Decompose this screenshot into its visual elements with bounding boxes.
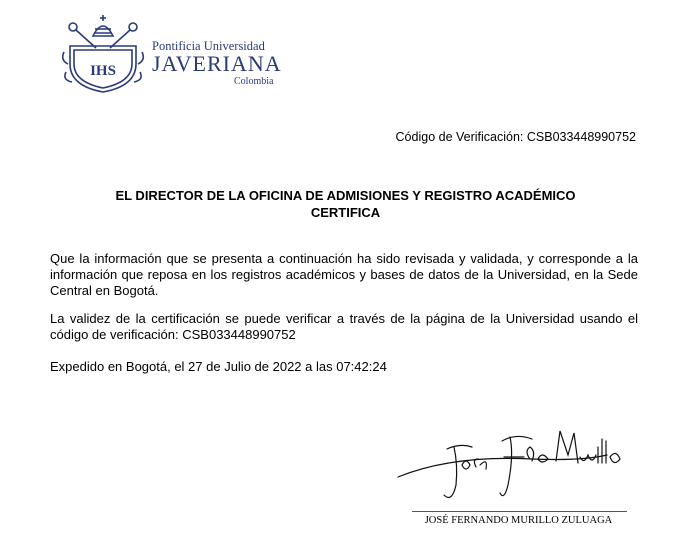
paragraph-issued: Expedido en Bogotá, el 27 de Julio de 2022 a las 07:42:24 bbox=[50, 359, 387, 374]
logo-line-javeriana: JAVERIANA bbox=[152, 51, 282, 76]
signature-block bbox=[392, 425, 637, 537]
crest-monogram: IHS bbox=[90, 63, 116, 79]
verification-code: Código de Verificación: CSB033448990752 bbox=[395, 130, 636, 144]
heading-certifica: CERTIFICA bbox=[310, 205, 381, 220]
logo-line-colombia: Colombia bbox=[234, 76, 274, 87]
paragraph-verification: La validez de la certificación se puede verificar a través de la página de la Universidad usando el código de verificación: CSB033448990752 bbox=[50, 311, 638, 342]
logo-line-pontificia: Pontificia Universidad bbox=[152, 39, 265, 53]
document-heading bbox=[50, 187, 641, 221]
paragraph-validation: Que la información que se presenta a continuación ha sido revisada y validada, y corresponde a la información que reposa en los registros académicos y bases de datos de la Universidad, en la Sede Central en Bogotá. bbox=[50, 251, 638, 298]
handwritten-signature bbox=[392, 425, 637, 513]
university-logo bbox=[58, 12, 280, 94]
university-crest-icon bbox=[58, 12, 148, 94]
heading-title: EL DIRECTOR DE LA OFICINA DE ADMISIONES Y REGISTRO ACADÉMICO bbox=[115, 188, 576, 203]
signatory-name: JOSÉ FERNANDO MURILLO ZULUAGA bbox=[424, 515, 613, 526]
signature-line bbox=[412, 511, 627, 512]
